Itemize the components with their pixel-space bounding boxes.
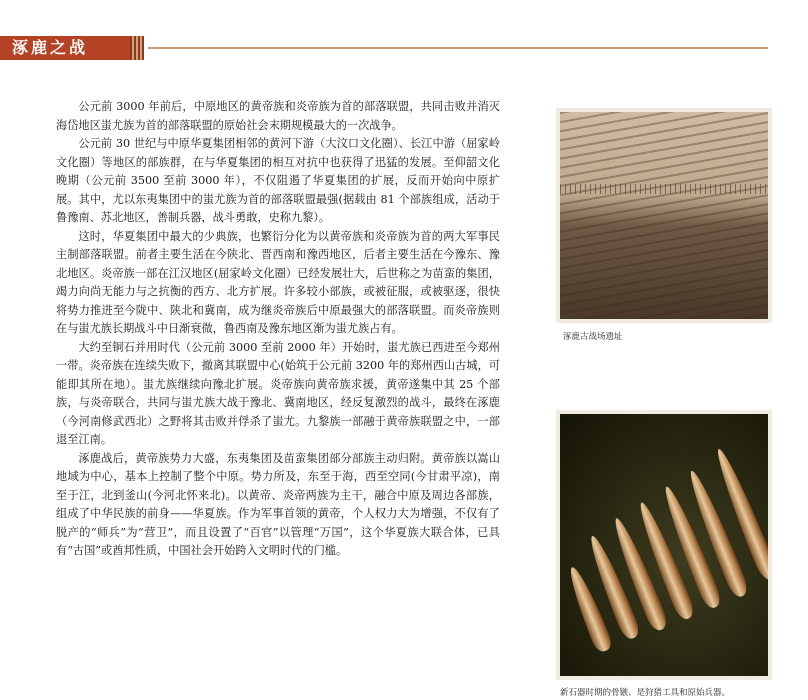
article-body xyxy=(56,98,500,561)
paragraph: 这时，华夏集团中最大的少典族，也繁衍分化为以黄帝族和炎帝族为首的两大军事民主制部落联盟。前者主要生活在今陕北、晋西南和豫西地区，后者主要生活在今豫东、豫北地区。炎帝族一部在江汉地区(屈家岭文化圈）已经发展壮大，后世称之为苗蛮的集团，竭力向尚无能力与之抗衡的西方、北方扩展。许多较小部族，或被征服，或被驱逐，很快将势力推进至今陇中、陕北和冀南，成为继炎帝族后中原最强大的部落联盟。而炎帝族则在与蚩尤族长期战斗中日渐衰微，鲁西南及豫东地区渐为蚩尤族占有。 xyxy=(56,229,500,335)
header-rule xyxy=(148,47,768,49)
photo-caption: 新石器时期的骨镞、是狩猎工具和原始兵器。 xyxy=(560,688,731,698)
paragraph: 公元前 30 世纪与中原华夏集团相邻的黄河下游（大汶口文化圈）、长江中游（屈家岭文化圈）等地区的部族群，在与华夏集团的相互对抗中也获得了迅猛的发展。至仰韶文化晚期（公元前 3500 至前 3000 年），不仅阻遏了华夏集团的扩展，反而开始向中原扩展。其中，尤以东夷集团中的蚩尤族为首的部落联盟最强(据载由 81 个部族组成，活动于鲁豫南、苏北地区，善制兵器，战斗勇敢，史称九黎）。 xyxy=(56,137,500,224)
header-ornament xyxy=(130,36,144,60)
section-header xyxy=(0,36,130,60)
photo-horizon xyxy=(560,184,768,194)
paragraph: 涿鹿战后，黄帝族势力大盛，东夷集团及苗蛮集团部分部族主动归附。黄帝族以嵩山地域为中心，基本上控制了整个中原。势力所及，东至于海，西至空同(今甘肃平凉)，南至于江，北到釜山(今河北怀来北)。以黄帝、炎帝两族为主干，融合中原及周边各部族，组成了中华民族的前身——华夏族。作为军事首领的黄帝，个人权力大为增强，不仅有了脱产的“师兵”为“营卫”，而且设置了“百官”以管理“万国”，这个华夏族大联合体，已具有“古国”或酋邦性质，中国社会开始跨入文明时代的门槛。 xyxy=(56,451,500,557)
section-title: 涿鹿之战 xyxy=(12,38,89,57)
paragraph: 公元前 3000 年前后，中原地区的黄帝族和炎帝族为首的部落联盟，共同击败并消灭海岱地区蚩尤族为首的部落联盟的原始社会末期规模最大的一次战争。 xyxy=(56,100,500,132)
photo-caption: 涿鹿古战场遗址 xyxy=(563,332,623,342)
bone-arrowheads-photo xyxy=(556,410,772,680)
battlefield-site-photo xyxy=(556,108,772,323)
paragraph: 大约至铜石并用时代（公元前 3000 至前 2000 年）开始时，蚩尤族已西进至今郑州一带。炎帝族在连续失败下，撤离其联盟中心(始筑于公元前 3200 年的郑州西山古城，可能即其所在地）。蚩尤族继续向豫北扩展。炎帝族向黄帝族求援，黄帝遂集中其 25 个部族，与炎帝联合，共同与蚩尤族大战于豫北、冀南地区，经反复激烈的战斗，最终在涿鹿（今河南修武西北）之野将其击败并俘杀了蚩尤。九黎族一部融于黄帝族联盟之中，一部退至江南。 xyxy=(56,340,500,446)
